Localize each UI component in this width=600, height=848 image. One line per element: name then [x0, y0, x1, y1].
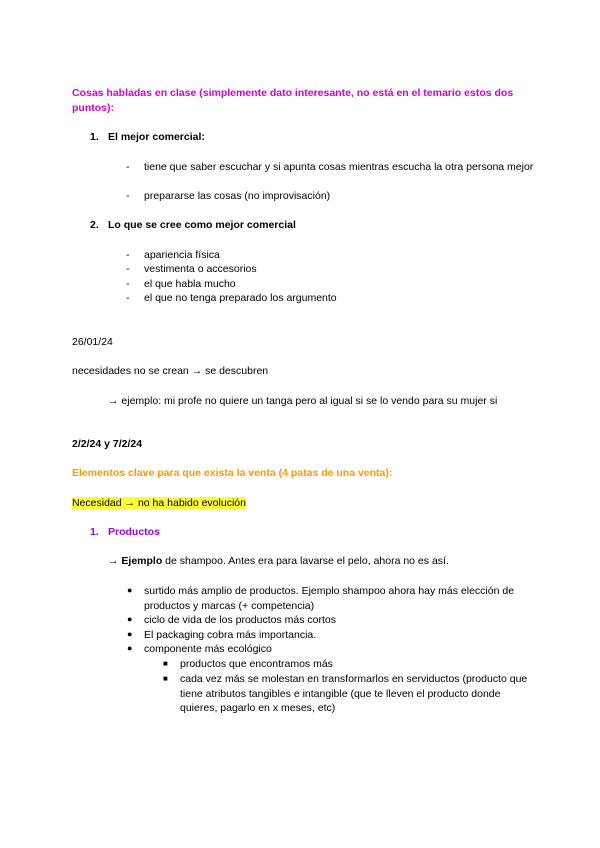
sub-list-item: productos que encontramos más: [180, 658, 333, 670]
dash-marker: -: [126, 190, 130, 202]
list-item: el que no tenga preparado los argumento: [144, 292, 337, 304]
list-item: ciclo de vida de los productos más cortos: [144, 614, 337, 626]
bullet-marker: ●: [127, 585, 133, 595]
list-item: componente más ecológico: [144, 643, 272, 655]
list-item: El packaging cobra más importancia.: [144, 629, 317, 641]
list-item: surtido más amplio de productos. Ejemplo shampoo ahora hay más elección de productos y marcas (+ competencia): [144, 585, 515, 612]
date-heading: 2/2/24 y 7/2/24: [72, 438, 143, 450]
list-item: vestimenta o accesorios: [144, 263, 257, 275]
example-line: → ejemplo: mi profe no quiere un tanga pero al igual si se lo vendo para su mujer si: [108, 395, 498, 407]
example-rest: de shampoo. Antes era para lavarse el pelo, ahora no es así.: [162, 555, 449, 567]
bullet-marker: ●: [127, 643, 133, 653]
list-number: 1.: [90, 526, 99, 538]
list-item: el que habla mucho: [144, 278, 236, 290]
dash-marker: -: [126, 292, 130, 304]
section-title: Cosas habladas en clase (simplemente dato interesante, no está en el temario estos dos puntos):: [72, 87, 514, 114]
example-line: [108, 554, 449, 569]
list-item: apariencia física: [144, 249, 220, 261]
list-item: prepararse las cosas (no improvisación): [144, 190, 331, 202]
square-marker: ■: [163, 674, 168, 683]
list-number: 1.: [90, 131, 99, 143]
list-number: 2.: [90, 219, 99, 231]
dash-marker: -: [126, 263, 130, 275]
bullet-marker: ●: [127, 629, 133, 639]
dash-marker: -: [126, 161, 130, 173]
necesidad-highlight: Necesidad → no ha habido evolución: [72, 497, 246, 509]
dash-marker: -: [126, 249, 130, 261]
bullet-marker: ●: [127, 614, 133, 624]
section-heading: El mejor comercial:: [108, 131, 205, 143]
productos-heading: Productos: [108, 526, 160, 538]
orange-heading: Elementos clave para que exista la venta (4 patas de una venta):: [72, 467, 393, 479]
note-line: necesidades no se crean → se descubren: [72, 365, 269, 377]
sub-list-item: cada vez más se molestan en transformarlos en serviductos (producto que tiene atributos tangibles e intangible (que te lleven el producto donde quieres, pagarlo en x meses, etc): [180, 673, 528, 714]
section-heading: Lo que se cree como mejor comercial: [108, 219, 296, 231]
dash-marker: -: [126, 278, 130, 290]
example-bold: Ejemplo: [121, 555, 163, 567]
arrow-prefix: →: [108, 555, 122, 567]
highlighted-line: [72, 496, 246, 511]
list-item: tiene que saber escuchar y si apunta cosas mientras escucha la otra persona mejor: [144, 161, 534, 173]
square-marker: ■: [163, 659, 168, 668]
date-text: 26/01/24: [72, 336, 113, 348]
